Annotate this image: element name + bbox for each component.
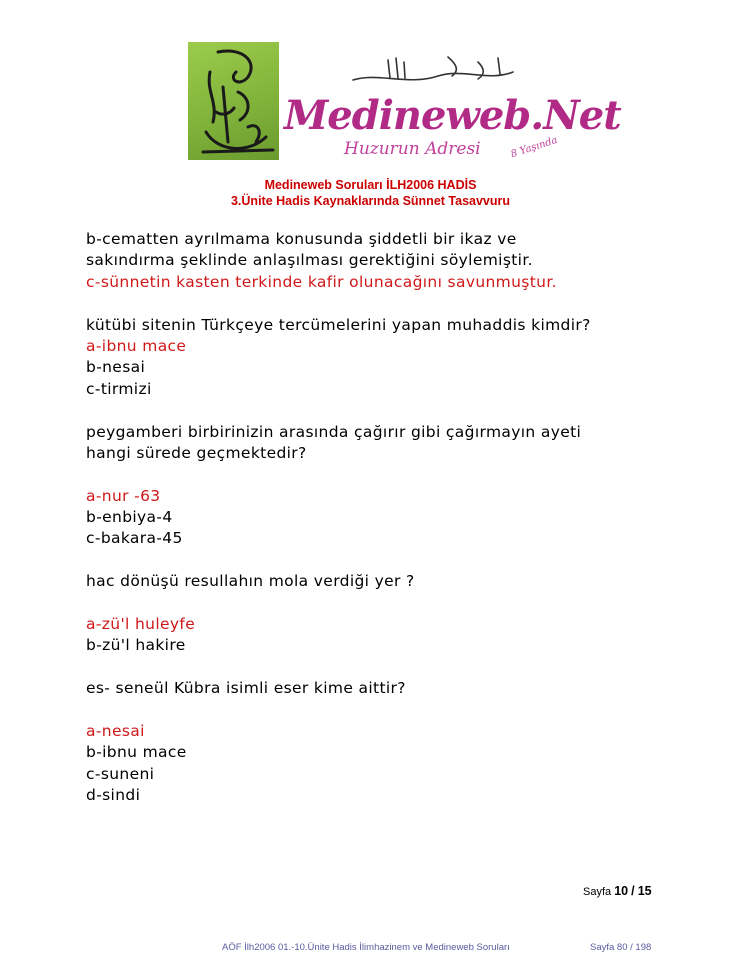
text-line: c-tirmizi xyxy=(86,379,152,398)
banner-logo xyxy=(188,42,621,162)
text-line: b-ibnu mace xyxy=(86,743,187,762)
text-line: c-bakara-45 xyxy=(86,529,183,548)
brand-tagline: Huzurun Adresi xyxy=(344,139,481,159)
blank-line xyxy=(86,550,706,571)
answer-line: c-sünnetin kasten terkinde kafir olunacağını savunmuştur. xyxy=(86,272,557,291)
blank-line xyxy=(86,657,706,678)
text-line: sakındırma şeklinde anlaşılması gerektiğini söylemiştir. xyxy=(86,251,533,270)
text-line: kütübi sitenin Türkçeye tercümelerini yapan muhaddis kimdir? xyxy=(86,315,591,334)
basmala-calligraphy xyxy=(348,52,518,90)
text-line: hangi sürede geçmektedir? xyxy=(86,443,307,462)
answer-line: a-ibnu mace xyxy=(86,336,187,355)
footer-document-name: AÖF İlh2006 01.-10.Ünite Hadis İlimhazinem ve Medineweb Soruları xyxy=(222,942,510,953)
page-current: 10 xyxy=(614,884,629,898)
calligraphy-icon xyxy=(188,42,279,160)
text-line: b-cematten ayrılmama konusunda şiddetli bir ikaz ve xyxy=(86,230,517,248)
calligraphy-logo xyxy=(188,42,279,160)
answer-line: a-nur -63 xyxy=(86,486,161,505)
page-number xyxy=(583,884,652,898)
text-line: es- seneül Kübra isimli eser kime aittir? xyxy=(86,679,406,698)
blank-line xyxy=(86,700,706,721)
text-line: hac dönüşü resullahın mola verdiği yer ? xyxy=(86,572,415,591)
brand-name: Medineweb.Net xyxy=(284,92,621,139)
document-subtitle: 3.Ünite Hadis Kaynaklarında Sünnet Tasavvuru xyxy=(230,194,511,208)
text-line: b-zü'l hakire xyxy=(86,636,186,655)
blank-line xyxy=(86,400,706,421)
text-line: b-nesai xyxy=(86,358,146,377)
answer-line: a-zü'l huleyfe xyxy=(86,615,196,634)
blank-line xyxy=(86,293,706,314)
text-line: c-suneni xyxy=(86,764,155,783)
text-line: d-sindi xyxy=(86,786,141,805)
page-label: Sayfa xyxy=(583,886,612,898)
blank-line xyxy=(86,593,706,614)
document-title: Medineweb Soruları İLH2006 HADİS xyxy=(264,178,477,192)
footer-page-count: Sayfa 80 / 198 xyxy=(590,942,652,953)
age-badge: 8 Yaşında xyxy=(509,134,559,161)
page-separator: / xyxy=(631,884,635,898)
text-line: peygamberi birbirinizin arasında çağırır gibi çağırmayın ayeti xyxy=(86,422,582,441)
answer-line: a-nesai xyxy=(86,721,145,740)
page-total: 15 xyxy=(637,884,652,898)
blank-line xyxy=(86,464,706,485)
text-line: b-enbiya-4 xyxy=(86,508,173,527)
question-list xyxy=(86,229,706,807)
